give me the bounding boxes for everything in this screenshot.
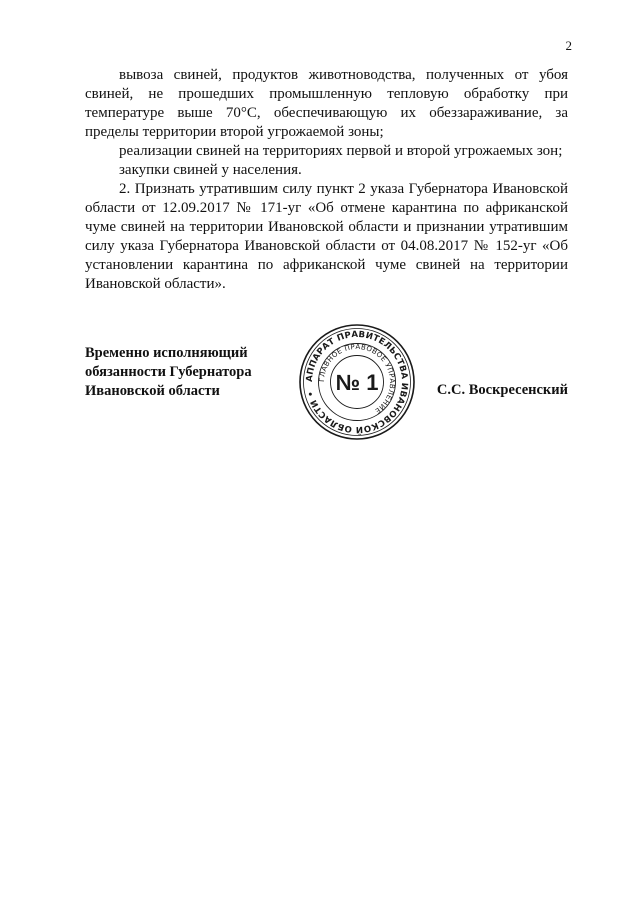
body-paragraph: 2. Признать утратившим силу пункт 2 указа Губернатора Ивановской области от 12.09.2017 № 171-уг «Об отмене карантина по африканской чуме свиней на территории Ивановской области и признании утратившим силу указа Губернатора Ивановской области от 04.08.2017 № 152-уг «Об установлении карантина по африканской чуме свиней на территории Ивановской области». — [85, 181, 568, 292]
signer-title-line: обязанности Губернатора — [85, 364, 252, 380]
seal-center-text: № 1 — [335, 370, 379, 395]
signer-title-line: Временно исполняющий — [85, 345, 248, 361]
body-paragraph: вывоза свиней, продуктов животноводства, полученных от убоя свиней, не прошедших промышленную тепловую обработку при температуре выше 70°С, обеспечивающую их обеззараживание, за пределы территории второй угрожаемой зоны; — [85, 67, 568, 140]
signer-title-line: Ивановской области — [85, 383, 220, 399]
signature-block — [85, 322, 568, 442]
page-number: 2 — [565, 38, 572, 53]
body-paragraph: реализации свиней на территориях первой и второй угрожаемых зон; — [119, 143, 563, 159]
seal-inner-text: ГЛАВНОЕ ПРАВОВОЕ УПРАВЛЕНИЕ — [317, 342, 397, 416]
body-paragraph: закупки свиней у населения. — [119, 162, 302, 178]
document-body — [85, 66, 568, 294]
official-seal — [297, 322, 417, 442]
signer-name: С.С. Воскресенский — [436, 382, 568, 398]
seal-outer-text: АППАРАТ ПРАВИТЕЛЬСТВА ИВАНОВСКОЙ ОБЛАСТИ • — [304, 329, 410, 435]
signer-title — [85, 344, 252, 401]
